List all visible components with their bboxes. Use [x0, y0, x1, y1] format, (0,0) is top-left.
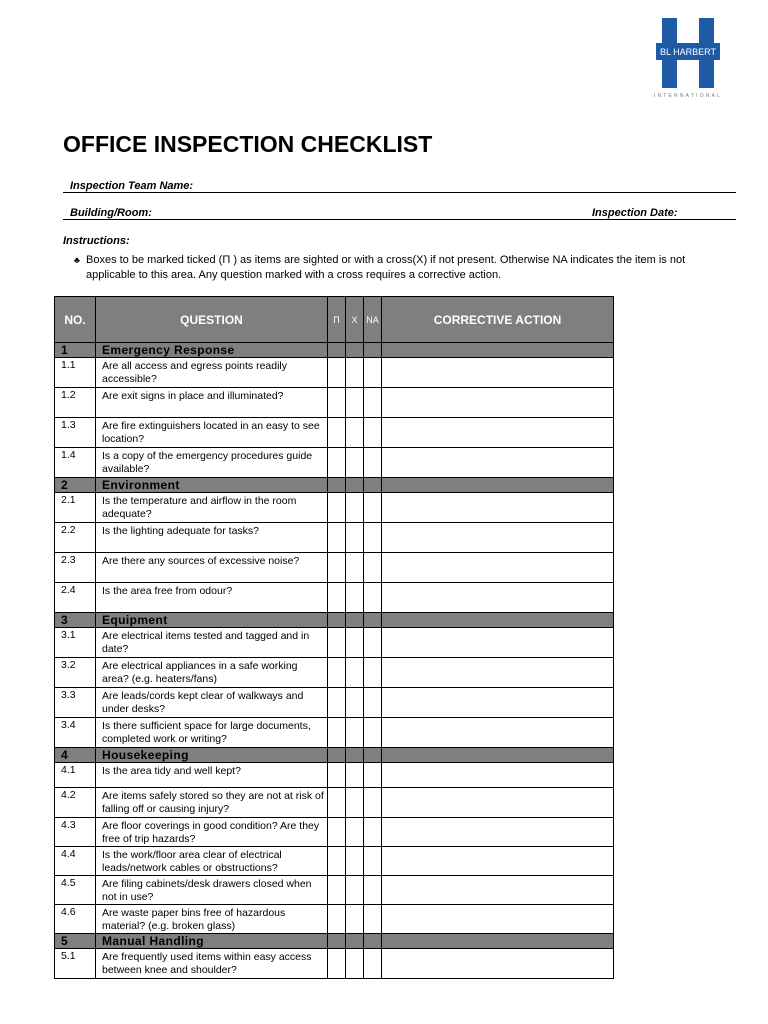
section-cell: [364, 934, 382, 949]
page-title: OFFICE INSPECTION CHECKLIST: [63, 131, 433, 157]
question-number: 3.2: [55, 658, 96, 688]
question-text: Are electrical appliances in a safe working area? (e.g. heaters/fans): [96, 658, 328, 688]
question-row: [55, 358, 614, 388]
tick-box[interactable]: [328, 493, 346, 523]
tick-box[interactable]: [328, 763, 346, 788]
tick-box[interactable]: [328, 523, 346, 553]
corrective-action-cell[interactable]: [382, 905, 614, 934]
question-number: 4.3: [55, 818, 96, 847]
cross-box[interactable]: [346, 718, 364, 748]
question-row: [55, 388, 614, 418]
question-number: 2.2: [55, 523, 96, 553]
cross-box[interactable]: [346, 763, 364, 788]
tick-box[interactable]: [328, 905, 346, 934]
section-cell: [346, 343, 364, 358]
building-date-field-line[interactable]: [63, 219, 736, 220]
tick-box[interactable]: [328, 388, 346, 418]
tick-box[interactable]: [328, 553, 346, 583]
na-box[interactable]: [364, 788, 382, 818]
na-box[interactable]: [364, 763, 382, 788]
corrective-action-cell[interactable]: [382, 718, 614, 748]
cross-box[interactable]: [346, 553, 364, 583]
cross-box[interactable]: [346, 847, 364, 876]
corrective-action-cell[interactable]: [382, 388, 614, 418]
cross-box[interactable]: [346, 388, 364, 418]
tick-box[interactable]: [328, 688, 346, 718]
question-row: [55, 788, 614, 818]
tick-box[interactable]: [328, 876, 346, 905]
question-text: Are there any sources of excessive noise?: [96, 553, 328, 583]
question-text: Are leads/cords kept clear of walkways and under desks?: [96, 688, 328, 718]
section-number: 3: [55, 613, 96, 628]
tick-box[interactable]: [328, 718, 346, 748]
section-row: [55, 613, 614, 628]
section-cell: [382, 934, 614, 949]
question-text: Are waste paper bins free of hazardous material? (e.g. broken glass): [96, 905, 328, 934]
question-text: Are items safely stored so they are not at risk of falling off or causing injury?: [96, 788, 328, 818]
corrective-action-cell[interactable]: [382, 448, 614, 478]
cross-box[interactable]: [346, 628, 364, 658]
inspection-checklist-table: [54, 296, 614, 979]
na-box[interactable]: [364, 493, 382, 523]
section-number: 5: [55, 934, 96, 949]
cross-box[interactable]: [346, 523, 364, 553]
instructions-title: Instructions:: [63, 235, 130, 247]
question-number: 2.3: [55, 553, 96, 583]
question-text: Is the area tidy and well kept?: [96, 763, 328, 788]
corrective-action-cell[interactable]: [382, 553, 614, 583]
na-box[interactable]: [364, 523, 382, 553]
tick-box[interactable]: [328, 818, 346, 847]
bullet-icon: ♣: [74, 255, 80, 265]
section-cell: [346, 478, 364, 493]
question-text: Is the work/floor area clear of electrical leads/network cables or obstructions?: [96, 847, 328, 876]
section-title: Emergency Response: [96, 343, 328, 358]
section-number: 1: [55, 343, 96, 358]
question-number: 4.2: [55, 788, 96, 818]
question-row: [55, 553, 614, 583]
section-row: [55, 343, 614, 358]
section-cell: [346, 613, 364, 628]
question-row: [55, 418, 614, 448]
question-row: [55, 763, 614, 788]
tick-box[interactable]: [328, 949, 346, 979]
question-number: 2.4: [55, 583, 96, 613]
question-row: [55, 949, 614, 979]
cross-box[interactable]: [346, 788, 364, 818]
section-cell: [328, 748, 346, 763]
header-no: NO.: [55, 297, 96, 343]
question-text: Are floor coverings in good condition? Are they free of trip hazards?: [96, 818, 328, 847]
corrective-action-cell[interactable]: [382, 658, 614, 688]
question-text: Are all access and egress points readily accessible?: [96, 358, 328, 388]
question-row: [55, 658, 614, 688]
na-box[interactable]: [364, 718, 382, 748]
corrective-action-cell[interactable]: [382, 763, 614, 788]
cross-box[interactable]: [346, 418, 364, 448]
question-number: 3.4: [55, 718, 96, 748]
bl-harbert-logo: [656, 18, 720, 88]
section-cell: [364, 343, 382, 358]
section-title: Manual Handling: [96, 934, 328, 949]
section-cell: [328, 478, 346, 493]
tick-box[interactable]: [328, 847, 346, 876]
question-number: 4.1: [55, 763, 96, 788]
question-text: Are electrical items tested and tagged and in date?: [96, 628, 328, 658]
question-text: Are fire extinguishers located in an easy to see location?: [96, 418, 328, 448]
tick-box[interactable]: [328, 418, 346, 448]
instructions-block: [74, 253, 704, 283]
cross-box[interactable]: [346, 583, 364, 613]
question-text: Are filing cabinets/desk drawers closed when not in use?: [96, 876, 328, 905]
header-tick: Π: [328, 297, 346, 343]
section-cell: [364, 748, 382, 763]
question-number: 3.1: [55, 628, 96, 658]
question-text: Are frequently used items within easy access between knee and shoulder?: [96, 949, 328, 979]
cross-box[interactable]: [346, 949, 364, 979]
team-name-label: Inspection Team Name:: [70, 180, 194, 192]
section-cell: [346, 934, 364, 949]
corrective-action-cell[interactable]: [382, 358, 614, 388]
question-number: 1.4: [55, 448, 96, 478]
na-box[interactable]: [364, 448, 382, 478]
cross-box[interactable]: [346, 905, 364, 934]
question-row: [55, 493, 614, 523]
section-cell: [382, 748, 614, 763]
section-title: Equipment: [96, 613, 328, 628]
instructions-text: Boxes to be marked ticked (Π ) as items are sighted or with a cross(X) if not present. Otherwise NA indicates the item is not applicable to this area. Any question marked with a cross requires a corrective action.: [86, 254, 686, 281]
tick-box[interactable]: [328, 358, 346, 388]
logo-text: BL HARBERT: [659, 47, 717, 57]
corrective-action-cell[interactable]: [382, 818, 614, 847]
question-row: [55, 905, 614, 934]
corrective-action-cell[interactable]: [382, 493, 614, 523]
question-number: 1.2: [55, 388, 96, 418]
na-box[interactable]: [364, 905, 382, 934]
corrective-action-cell[interactable]: [382, 418, 614, 448]
section-number: 4: [55, 748, 96, 763]
header-na: NA: [364, 297, 382, 343]
cross-box[interactable]: [346, 876, 364, 905]
question-row: [55, 583, 614, 613]
question-text: Are exit signs in place and illuminated?: [96, 388, 328, 418]
section-row: [55, 934, 614, 949]
na-box[interactable]: [364, 949, 382, 979]
na-box[interactable]: [364, 358, 382, 388]
question-row: [55, 448, 614, 478]
section-row: [55, 478, 614, 493]
question-number: 2.1: [55, 493, 96, 523]
question-row: [55, 876, 614, 905]
team-name-field-line[interactable]: [63, 192, 736, 193]
question-row: [55, 523, 614, 553]
question-row: [55, 818, 614, 847]
section-cell: [328, 613, 346, 628]
na-box[interactable]: [364, 628, 382, 658]
section-title: Housekeeping: [96, 748, 328, 763]
section-number: 2: [55, 478, 96, 493]
section-cell: [364, 478, 382, 493]
na-box[interactable]: [364, 688, 382, 718]
na-box[interactable]: [364, 876, 382, 905]
question-row: [55, 718, 614, 748]
tick-box[interactable]: [328, 788, 346, 818]
corrective-action-cell[interactable]: [382, 688, 614, 718]
question-row: [55, 688, 614, 718]
cross-box[interactable]: [346, 493, 364, 523]
tick-box[interactable]: [328, 628, 346, 658]
question-number: 5.1: [55, 949, 96, 979]
question-text: Is the area free from odour?: [96, 583, 328, 613]
question-text: Is a copy of the emergency procedures guide available?: [96, 448, 328, 478]
na-box[interactable]: [364, 583, 382, 613]
cross-box[interactable]: [346, 448, 364, 478]
question-text: Is the lighting adequate for tasks?: [96, 523, 328, 553]
section-cell: [382, 343, 614, 358]
section-cell: [328, 343, 346, 358]
question-number: 1.3: [55, 418, 96, 448]
corrective-action-cell[interactable]: [382, 788, 614, 818]
question-number: 1.1: [55, 358, 96, 388]
inspection-date-label: Inspection Date:: [592, 207, 678, 219]
building-room-label: Building/Room:: [70, 207, 152, 219]
header-cross: X: [346, 297, 364, 343]
tick-box[interactable]: [328, 658, 346, 688]
na-box[interactable]: [364, 818, 382, 847]
corrective-action-cell[interactable]: [382, 847, 614, 876]
cross-box[interactable]: [346, 658, 364, 688]
section-cell: [382, 613, 614, 628]
section-cell: [346, 748, 364, 763]
header-corrective-action: CORRECTIVE ACTION: [382, 297, 614, 343]
na-box[interactable]: [364, 418, 382, 448]
na-box[interactable]: [364, 388, 382, 418]
question-row: [55, 628, 614, 658]
na-box[interactable]: [364, 553, 382, 583]
na-box[interactable]: [364, 847, 382, 876]
logo-subtext: INTERNATIONAL: [653, 93, 723, 99]
section-cell: [382, 478, 614, 493]
section-row: [55, 748, 614, 763]
tick-box[interactable]: [328, 448, 346, 478]
cross-box[interactable]: [346, 358, 364, 388]
section-cell: [328, 934, 346, 949]
corrective-action-cell[interactable]: [382, 583, 614, 613]
header-question: QUESTION: [96, 297, 328, 343]
na-box[interactable]: [364, 658, 382, 688]
question-row: [55, 847, 614, 876]
section-title: Environment: [96, 478, 328, 493]
question-number: 3.3: [55, 688, 96, 718]
section-cell: [364, 613, 382, 628]
question-text: Is there sufficient space for large documents, completed work or writing?: [96, 718, 328, 748]
question-number: 4.5: [55, 876, 96, 905]
cross-box[interactable]: [346, 818, 364, 847]
corrective-action-cell[interactable]: [382, 523, 614, 553]
corrective-action-cell[interactable]: [382, 628, 614, 658]
question-number: 4.6: [55, 905, 96, 934]
corrective-action-cell[interactable]: [382, 949, 614, 979]
tick-box[interactable]: [328, 583, 346, 613]
question-text: Is the temperature and airflow in the room adequate?: [96, 493, 328, 523]
question-number: 4.4: [55, 847, 96, 876]
corrective-action-cell[interactable]: [382, 876, 614, 905]
cross-box[interactable]: [346, 688, 364, 718]
